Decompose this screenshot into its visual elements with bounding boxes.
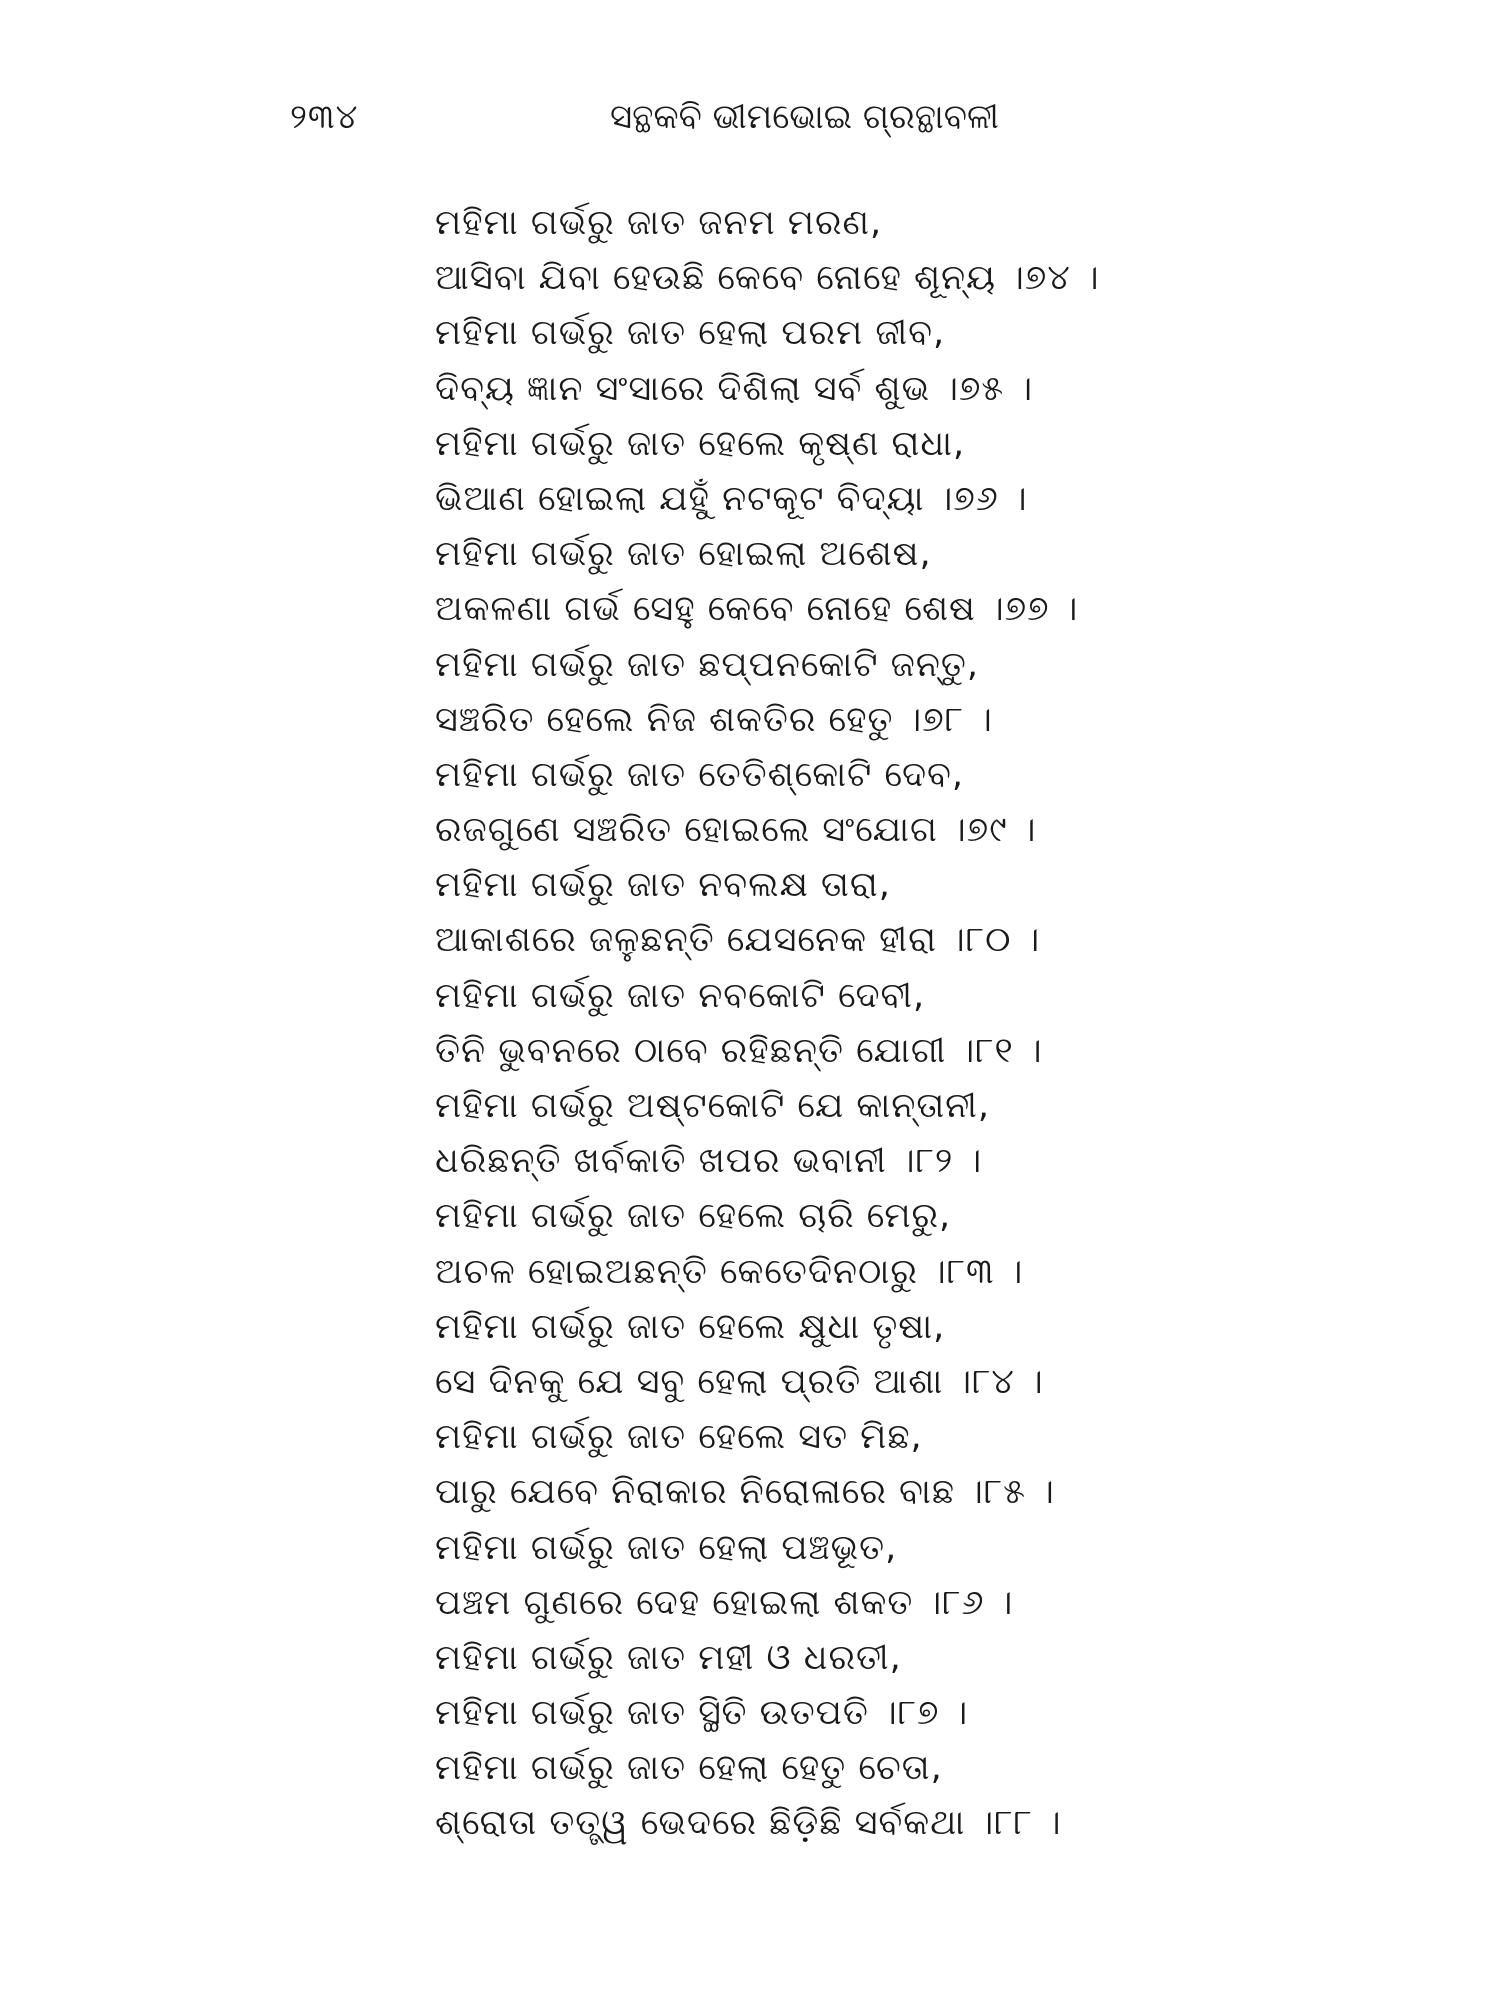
- verse-line: ମହିମା ଗର୍ଭରୁ ଜାତ ହେଲେ କୃଷ୍ଣ ରାଧା,: [435, 423, 966, 464]
- verse-line: ଦିବ୍ୟ ଜ୍ଞାନ ସଂସାରେ ଦିଶିଲା ସର୍ବ ଶୁଭ ।୭୫ ।: [435, 368, 1034, 409]
- verse-line: ମହିମା ଗର୍ଭରୁ ଜାତ ତେତିଶ୍କୋଟି ଦେବ,: [435, 754, 965, 795]
- page-number: ୨୩୪: [290, 97, 359, 137]
- verse-line: ଅଚଳ ହୋଇଅଛନ୍ତି କେତେଦିନଠାରୁ ।୮୩ ।: [435, 1251, 1024, 1292]
- verse-line: ଶ୍ରୋତା ତତ୍ତ୍ୱ ଭେଦରେ ଛିଡ଼ିଛି ସର୍ବକଥା ।୮୮ ।: [435, 1803, 1062, 1844]
- verse-line: ମହିମା ଗର୍ଭରୁ ଜାତ ହେଲେ କ୍ଷୁଧା ତୃଷା,: [435, 1306, 946, 1347]
- verse-list: [435, 196, 1435, 1852]
- verse-line: ମହିମା ଗର୍ଭରୁ ଜାତ ହୋଇଲା ଅଶେଷ,: [435, 534, 932, 575]
- verse-line: ଆସିବା ଯିବା ହେଉଛି କେବେ ନୋହେ ଶୂନ୍ୟ ।୭୪ ।: [435, 258, 1100, 299]
- verse-line: ମହିମା ଗର୍ଭରୁ ଅଷ୍ଟକୋଟି ଯେ କାନ୍ତାନୀ,: [435, 1086, 991, 1126]
- verse-line: ମହିମା ଗର୍ଭରୁ ଜାତ ମହୀ ଓ ଧରତୀ,: [435, 1637, 902, 1678]
- verse-line: ଧରିଛନ୍ତି ଖର୍ବକାତି ଖପର ଭବାନୀ ।୮୨ ।: [435, 1141, 983, 1182]
- verse-line: ମହିମା ଗର୍ଭରୁ ଜାତ ହେଲା ହେତୁ ଚେତା,: [435, 1748, 943, 1789]
- verse-line: ସଞ୍ଚରିତ ହେଲେ ନିଜ ଶକତିର ହେତୁ ।୭୮ ।: [435, 699, 993, 740]
- verse-line: ପାରୁ ଯେବେ ନିରାକାର ନିରୋଳାରେ ବାଛ ।୮୫ ।: [435, 1472, 1055, 1513]
- verse-line: ସେ ଦିନକୁ ଯେ ସବୁ ହେଲା ପ୍ରତି ଆଶା ।୮୪ ।: [435, 1361, 1044, 1402]
- verse-line: ମହିମା ଗର୍ଭରୁ ଜାତ ହେଲା ପଞ୍ଚଭୂତ,: [435, 1527, 898, 1568]
- verse-line: ମହିମା ଗର୍ଭରୁ ଜାତ ଜନମ ମରଣ,: [435, 203, 883, 243]
- page-header: [0, 92, 1500, 142]
- verse-line: ଆକାଶରେ ଜଳୁଛନ୍ତି ଯେସନେକ ହୀରା ।୮୦ ।: [435, 920, 1041, 961]
- verse-line: ମହିମା ଗର୍ଭରୁ ଜାତ ହେଲେ ଚାରି ମେରୁ,: [435, 1196, 952, 1237]
- book-title: ସନ୍ଥକବି ଭୀମଭୋଇ ଗ୍ରନ୍ଥାବଳୀ: [610, 97, 999, 137]
- verse-line: ତିନି ଭୁବନରେ ଠାବେ ରହିଛନ୍ତି ଯୋଗୀ ।୮୧ ।: [435, 1030, 1043, 1071]
- verse-line: ମହିମା ଗର୍ଭରୁ ଜାତ ଛପ୍ପନକୋଟି ଜନ୍ତୁ,: [435, 644, 980, 685]
- verse-line: ମହିମା ଗର୍ଭରୁ ଜାତ ହେଲା ପରମ ଜୀବ,: [435, 313, 946, 354]
- verse-line: ପଞ୍ଚମ ଗୁଣରେ ଦେହ ହୋଇଲା ଶକତ ।୮୬ ।: [435, 1582, 1014, 1623]
- verse-line: ଅକଳଣା ଗର୍ଭ ସେହୁ କେବେ ନୋହେ ଶେଷ ।୭୭ ।: [435, 589, 1079, 630]
- verse-line: ଭିଆଣ ହୋଇଲା ଯହୁଁ ନଟକୂଟ ବିଦ୍ୟା ।୭୬ ।: [435, 478, 1028, 519]
- verse-line: ମହିମା ଗର୍ଭରୁ ଜାତ ହେଲେ ସତ ମିଛ,: [435, 1417, 923, 1458]
- verse-line: ରଜଗୁଣେ ସଞ୍ଚରିତ ହୋଇଲେ ସଂଯୋଗ ।୭୯ ।: [435, 810, 1037, 851]
- verse-line: ମହିମା ଗର୍ଭରୁ ଜାତ ସ୍ଥିତି ଉତପତି ।୮୭ ।: [435, 1693, 969, 1734]
- verse-line: ମହିମା ଗର୍ଭରୁ ଜାତ ନବକୋଟି ଦେବୀ,: [435, 975, 926, 1016]
- verse-line: ମହିମା ଗର୍ଭରୁ ଜାତ ନବଲକ୍ଷ ତାରା,: [435, 865, 891, 906]
